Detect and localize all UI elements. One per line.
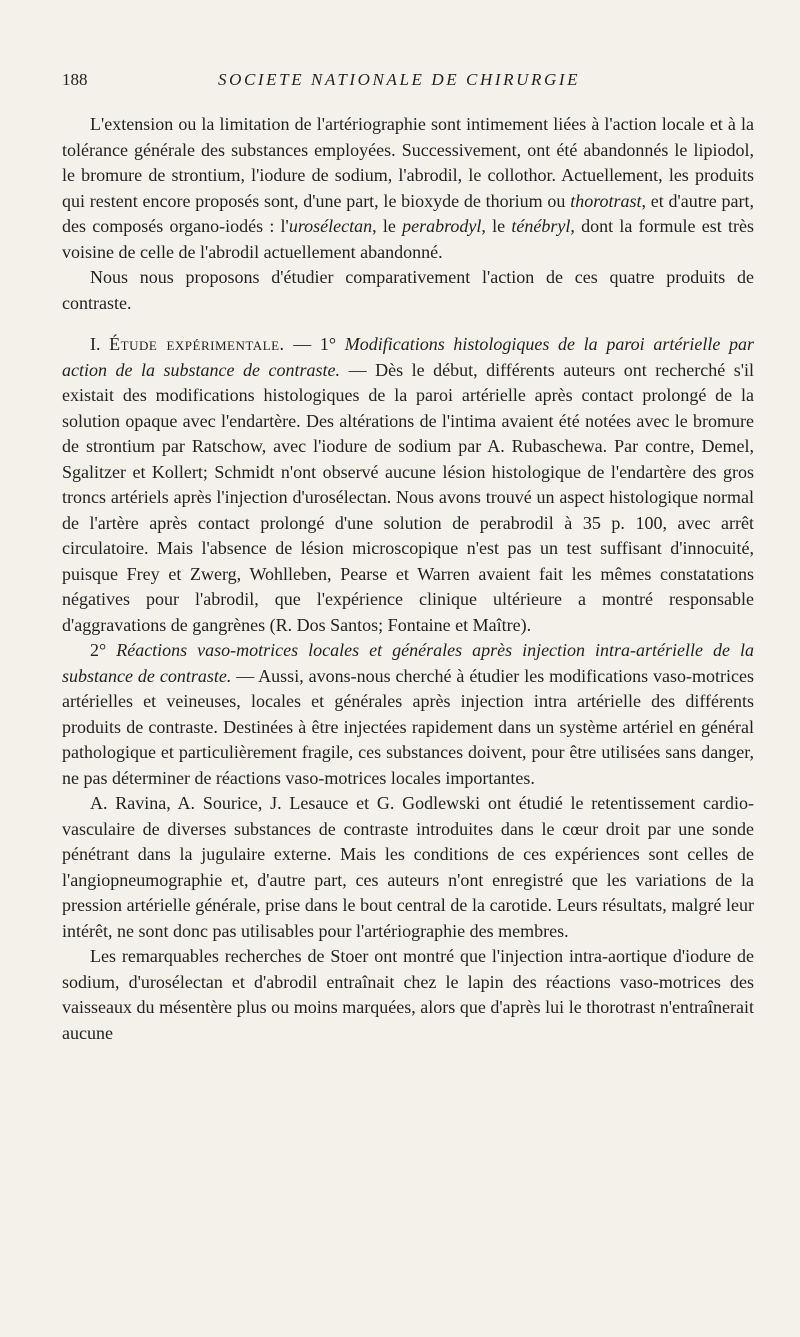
section-gap — [62, 316, 754, 332]
paragraph-2: Nous nous proposons d'étudier comparativement l'action de ces quatre produits de contraste. — [62, 267, 754, 313]
subsection-title-1: Modifications histologiques de la paroi artérielle par action de la substance de contraste. — [62, 334, 754, 380]
body-text — [62, 112, 754, 1046]
page-number: 188 — [62, 70, 88, 89]
paragraph-1: L'extension ou la limitation de l'artériographie sont intimement liées à l'action locale et à la tolérance générale des substances employées. Successivement, ont été abandonnés le lipiodol, le bromure de strontium, l'iodure de sodium, l'abrodil, le collothor. Actuellement, les produits qui restent encore proposés sont, d'une part, le bioxyde de thorium ou thorotrast, et d'autre part, des composés organo-iodés : l'urosélectan, le perabrodyl, le ténébryl, dont la formule est très voisine de celle de l'abrodil actuellement abandonné. — [62, 114, 755, 262]
subsection-2-paragraph: 2° Réactions vaso-motrices locales et générales après injection intra-artérielle de la substance de contraste. — Aussi, avons-nous cherché à étudier les modifications vaso-motrices artérielles et veineuses, locales et générales après injection intra artérielle des différents produits de contraste. Destinées à être injectées rapidement dans un système artériel en général pathologique et particulièrement fragile, ces substances doivent, pour être utilisées sans danger, ne pas déterminer de réactions vaso-motrices locales importantes. — [62, 640, 755, 788]
section-heading-paragraph: I. Étude expérimentale. — 1° Modifications histologiques de la paroi artérielle par action de la substance de contraste. — Dès le début, différents auteurs ont recherché s'il existait des modifications histologiques de la paroi artérielle après contact prolongé de la solution opaque avec l'endartère. Des altérations de l'intima avaient été notées avec le bromure de strontium par Ratschow, avec l'iodure de sodium par A. Rubaschewa. Par contre, Demel, Sgalitzer et Kollert; Schmidt n'ont observé aucune lésion histologique de l'endartère des gros troncs artériels après l'injection d'urosélectan. Nous avons trouvé un aspect histologique normal de l'artère après contact prolongé d'une solution de perabrodil à 35 p. 100, avec arrêt circulatoire. Mais l'absence de lésion microscopique n'est pas un test suffisant d'innocuité, puisque Frey et Zwerg, Wohlleben, Pearse et Warren avaient fait les mêmes constatations négatives pour l'abrodil, que l'expérience clinique ultérieure a montré responsable d'aggravations de gangrènes (R. Dos Santos; Fontaine et Maître). — [62, 334, 754, 635]
section-heading: Étude expérimentale. — [109, 334, 285, 354]
paragraph-6: Les remarquables recherches de Stoer ont montré que l'injection intra-aortique d'iodure de sodium, d'urosélectan et d'abrodil entraînait chez le lapin des réactions vaso-motrices des vaisseaux du mésentère plus ou moins marquées, alors que d'après lui le thorotrast n'entraînerait aucune — [62, 946, 754, 1043]
subsection-title-2: Réactions vaso-motrices locales et générales après injection intra-artérielle de la substance de contraste. — [62, 640, 754, 686]
running-title: SOCIETE NATIONALE DE CHIRURGIE — [218, 70, 581, 89]
page-header — [62, 70, 758, 96]
paragraph-5: A. Ravina, A. Sourice, J. Lesauce et G. Godlewski ont étudié le retentissement cardio-vasculaire de diverses substances de contraste introduites dans le cœur droit par une sonde pénétrant dans la jugulaire externe. Mais les conditions de ces expériences sont celles de l'angiopneumographie et, d'autre part, ces auteurs n'ont enregistré que les variations de la pression artérielle générale, prise dans le bout central de la carotide. Leurs résultats, malgré leur intérêt, ne sont donc pas utilisables pour l'artériographie des membres. — [62, 793, 754, 941]
